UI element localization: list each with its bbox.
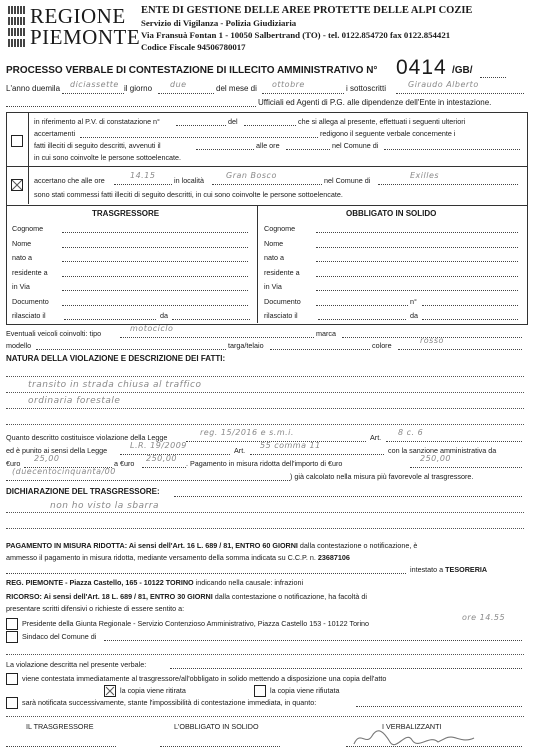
pagamento-tesoreria: TESORERIA	[445, 565, 488, 574]
option-pv-line1b: del	[228, 117, 238, 126]
intro-year-label: L'anno duemila	[6, 84, 61, 93]
trasgressore-field-label: Nome	[12, 238, 32, 248]
trasgressore-field-label: rilasciato il	[12, 311, 46, 320]
vehicles-color-handwritten: rosso	[420, 336, 444, 345]
ricorso-presidente-checkbox[interactable]	[6, 618, 18, 630]
ricorso-line1-bold: RICORSO: Ai sensi dell'Art. 18 L. 689 / 81, ENTRO 30 GIORNI	[6, 592, 213, 601]
intro-month-label: del mese di	[216, 84, 257, 93]
obbligato-da-input[interactable]	[422, 319, 518, 320]
pagamento-line4-rest: indicando nella causale: infrazioni	[193, 578, 304, 587]
brand-line1: REGIONE	[30, 4, 126, 28]
intro-signers-handwritten: Giraudo Alberto	[408, 80, 479, 89]
legge-law2-handwritten: L.R. 19/2009	[130, 441, 187, 450]
legge-line2a: ed è punito ai sensi della Legge	[6, 446, 108, 455]
pagamento-line3-text: intestato a	[410, 565, 446, 574]
obbligato-field-input[interactable]	[318, 319, 406, 320]
option-accertano-time-handwritten: 14.15	[130, 171, 156, 180]
option-pv-checkbox[interactable]	[11, 135, 23, 147]
pagamento-line2	[6, 553, 350, 562]
officer-signature-icon	[350, 726, 490, 748]
trasgressore-field-input[interactable]	[62, 290, 248, 291]
obbligato-field-label: nato a	[264, 253, 284, 262]
copia-ritirata-checkbox[interactable]	[104, 685, 116, 697]
trasgressore-da-input[interactable]	[172, 319, 250, 320]
vehicles-type-handwritten: motociclo	[130, 324, 174, 333]
intro-month-handwritten: ottobre	[272, 80, 305, 89]
persons-box	[6, 205, 528, 325]
option-accertano-town-handwritten: Exilles	[410, 171, 440, 180]
option-pv-line3a: fatti illeciti di seguito descritti, avvenuti il	[34, 141, 161, 150]
vehicles-type-label: Eventuali veicoli coinvolti: tipo	[6, 329, 102, 338]
violazione-notificata-checkbox[interactable]	[6, 697, 18, 709]
obbligato-field-input[interactable]	[316, 305, 408, 306]
copia-rifiutata-label: la copia viene rifiutata	[270, 686, 340, 695]
copia-rifiutata-checkbox[interactable]	[254, 685, 266, 697]
copia-ritirata-label: la copia viene ritirata	[120, 686, 186, 695]
trasgressore-field-input[interactable]	[62, 276, 248, 277]
signature-verbalizzanti-label: I VERBALIZZANTI	[382, 722, 442, 731]
trasgressore-field-label: Cognome	[12, 224, 44, 233]
obbligato-doc-number-input[interactable]	[422, 305, 518, 306]
org-service: Servizio di Vigilanza - Polizia Giudiziaria	[141, 18, 297, 28]
org-title: ENTE DI GESTIONE DELLE AREE PROTETTE DELLE ALPI COZIE	[141, 5, 473, 16]
obbligato-field-input[interactable]	[316, 247, 518, 248]
ricorso-sindaco-checkbox[interactable]	[6, 631, 18, 643]
trasgressore-da-label: da	[160, 311, 168, 320]
violazione-contestata-label: viene contestata immediatamente al trasgressore/all'obbligato in solido mettendo a disposizione una copia dell'atto	[22, 674, 387, 683]
legge-law1-handwritten: reg. 15/2016 e s.m.i.	[200, 428, 294, 437]
trasgressore-field-label: Documento	[12, 296, 49, 306]
obbligato-field-label: rilasciato il	[264, 311, 298, 320]
option-pv-line3c: nel Comune di	[332, 141, 379, 150]
document-title: PROCESSO VERBALE DI CONTESTAZIONE DI ILLECITO AMMINISTRATIVO N°	[6, 65, 378, 76]
legge-line1a: Quanto descritto costituisce violazione della Legge	[6, 433, 168, 442]
regione-logo-icon	[8, 6, 26, 50]
option-accertano-checkbox[interactable]	[11, 179, 23, 191]
option-pv-line4: in cui sono coinvolte le persone sottoelencate.	[34, 153, 182, 162]
pagamento-line2-text: ammesso il pagamento in misura ridotta, mediante versamento della somma indicata su C.C.P. n.	[6, 553, 316, 562]
ricorso-presidente-label: Presidente della Giunta Regionale - Servizio Contenzioso Amministrativo, Piazza Castello 153 - 10122 Torino	[22, 619, 370, 628]
trasgressore-field-input[interactable]	[62, 232, 248, 233]
trasgressore-field-input[interactable]	[62, 305, 248, 306]
natura-heading: NATURA DELLA VIOLAZIONE E DESCRIZIONE DEI FATTI:	[6, 354, 226, 363]
trasgressore-header: TRASGRESSORE	[92, 209, 160, 218]
ricorso-handwritten-note: ore 14.55	[462, 613, 506, 622]
vehicles-color-label: colore	[372, 341, 392, 350]
intro-officers-text: Ufficiali ed Agenti di P.G. alle dipendenze dell'Ente in intestazione.	[258, 98, 492, 107]
legge-art1-label: Art.	[370, 433, 382, 442]
intro-day-handwritten: due	[170, 80, 187, 89]
vehicles-brand-label: marca	[316, 329, 336, 338]
pagamento-line4	[6, 578, 303, 587]
ricorso-sindaco-label: Sindaco del Comune di	[22, 632, 97, 641]
pagamento-line1	[6, 541, 417, 550]
option-accertano-line1c: nel Comune di	[324, 176, 371, 185]
intro-year-handwritten: diciassette	[70, 80, 119, 89]
legge-max-handwritten: 250,00	[146, 454, 177, 463]
obbligato-field-label: in Via	[264, 282, 282, 291]
legge-reduced-handwritten: 250,00	[420, 454, 451, 463]
option-accertano-place-handwritten: Gran Bosco	[226, 171, 277, 180]
option-pv-line2b: redigono il seguente verbale concernente i	[320, 129, 456, 138]
legge-line3c: . Pagamento in misura ridotta dell'importo di €uro	[186, 459, 343, 468]
legge-line4: ) già calcolato nella misura più favorevole al trasgressore.	[290, 472, 474, 481]
option-accertano-line1b: in località	[174, 176, 204, 185]
trasgressore-field-input[interactable]	[62, 261, 248, 262]
org-address: Via Fransuà Fontan 1 - 10050 Salbertrand (TO) - tel. 0122.854720 fax 0122.854421	[141, 30, 451, 40]
obbligato-field-input[interactable]	[316, 261, 518, 262]
pagamento-line1-bold: PAGAMENTO IN MISURA RIDOTTA: Ai sensi dell'Art. 16 L. 689 / 81, ENTRO 60 GIORNI	[6, 541, 298, 550]
vehicles-plate-label: targa/telaio	[228, 341, 264, 350]
pagamento-ccp-number: 23687106	[317, 553, 350, 562]
obbligato-field-input[interactable]	[316, 276, 518, 277]
option-pv-line2a: accertamenti	[34, 129, 76, 138]
intro-signers-label: i sottoscritti	[346, 84, 387, 93]
brand-line2: PIEMONTE	[30, 25, 141, 49]
signature-obbligato-label: L'OBBLIGATO IN SOLIDO	[174, 722, 259, 731]
obbligato-header: OBBLIGATO IN SOLIDO	[346, 209, 437, 218]
verbale-number: 0414	[396, 56, 447, 79]
option-pv-line1c: che si allega al presente, effettuati i seguenti ulteriori	[298, 117, 466, 126]
legge-art1-handwritten: 8 c. 6	[398, 428, 424, 437]
obbligato-field-input[interactable]	[316, 232, 518, 233]
ricorso-line1	[6, 592, 367, 601]
obbligato-doc-number-label: n°	[410, 296, 417, 306]
obbligato-field-input[interactable]	[316, 290, 518, 291]
verbale-suffix: /GB/	[452, 65, 473, 76]
obbligato-da-label: da	[410, 311, 418, 320]
legge-max-label: a €uro	[114, 459, 135, 468]
legge-art2-label: Art.	[234, 446, 246, 455]
legge-line2c: con la sanzione amministrativa da	[388, 446, 497, 455]
trasgressore-field-input[interactable]	[62, 247, 248, 248]
natura-handwritten-line2: ordinaria forestale	[28, 396, 121, 406]
option-pv-line1a: in riferimento al P.V. di constatazione n°	[34, 117, 160, 126]
ricorso-line2: presentare scritti difensivi o richieste di essere sentito a:	[6, 604, 185, 613]
trasgressore-field-input[interactable]	[64, 319, 156, 320]
dichiarazione-handwritten: non ho visto la sbarra	[50, 501, 159, 511]
option-accertano-line1a: accertano che alle ore	[34, 176, 105, 185]
trasgressore-field-label: nato a	[12, 253, 32, 262]
pagamento-line3	[410, 565, 487, 574]
violazione-notificata-label: sarà notificata successivamente, stante l'impossibilità di contestazione immediata, in quanto:	[22, 698, 317, 707]
pagamento-line1-rest: dalla contestazione o notificazione, è	[297, 541, 418, 550]
org-tax-code: Codice Fiscale 94506780017	[141, 42, 246, 52]
vehicles-model-label: modello	[6, 341, 32, 350]
obbligato-field-label: Nome	[264, 238, 284, 248]
trasgressore-field-label: residente a	[12, 267, 48, 277]
signature-trasgressore-label: IL TRASGRESSORE	[26, 722, 94, 731]
option-accertano-line2: sono stati commessi fatti illeciti di seguito descritti, in cui sono coinvolte le persone sottoelencate.	[34, 190, 343, 199]
violazione-contestata-checkbox[interactable]	[6, 673, 18, 685]
violazione-heading: La violazione descritta nel presente verbale:	[6, 660, 147, 669]
obbligato-field-label: Documento	[264, 296, 301, 306]
legge-words-handwritten: (duecentocinquanta/00	[12, 467, 116, 476]
natura-handwritten-line1: transito in strada chiusa al traffico	[28, 380, 202, 390]
legge-min-handwritten: 25,00	[34, 454, 60, 463]
legge-min-label: €uro	[6, 459, 21, 468]
legge-art2-handwritten: 55 comma 11	[260, 441, 321, 450]
intro-day-label: il giorno	[124, 84, 153, 93]
option-pv-line3b: alle ore	[256, 141, 280, 150]
obbligato-field-label: Cognome	[264, 224, 296, 233]
ricorso-line1-rest: dalla contestazione o notificazione, ha facoltà di	[212, 592, 367, 601]
obbligato-field-label: residente a	[264, 267, 300, 277]
pagamento-line4-bold: REG. PIEMONTE - Piazza Castello, 165 - 10122 TORINO	[6, 578, 194, 587]
trasgressore-field-label: in Via	[12, 282, 30, 291]
dichiarazione-heading: DICHIARAZIONE DEL TRASGRESSORE:	[6, 487, 160, 496]
